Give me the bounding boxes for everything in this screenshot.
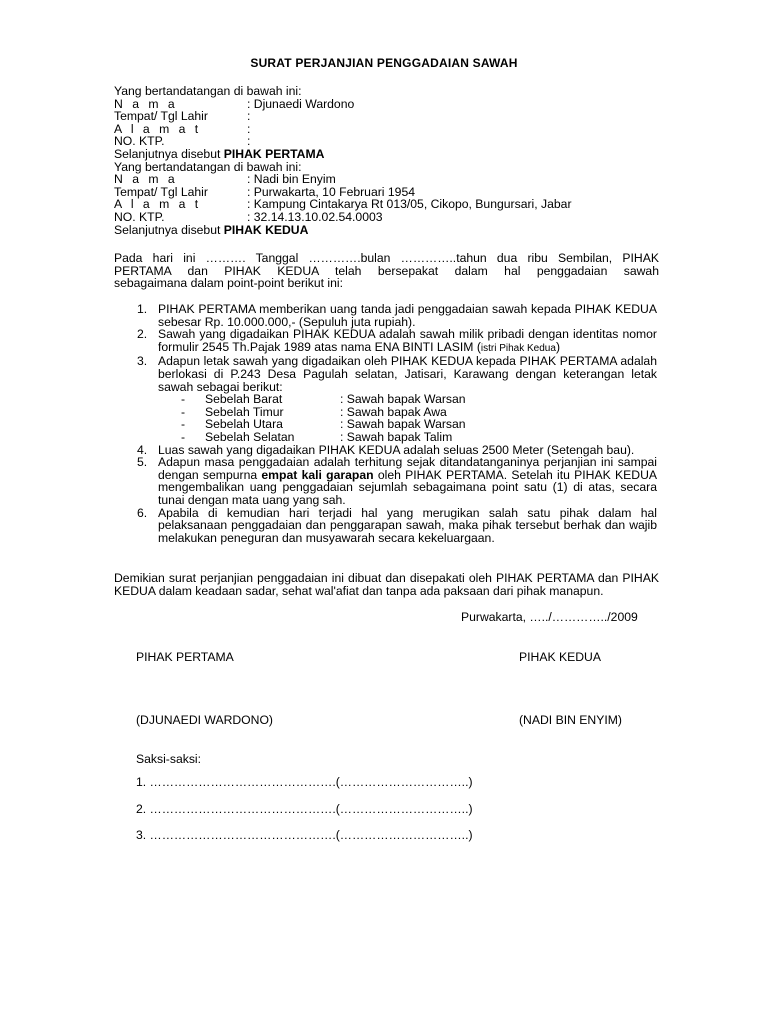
party1-designation [114, 148, 659, 161]
party1-address-row [114, 123, 659, 136]
party2-address-row [114, 198, 659, 211]
witnesses-heading: Saksi-saksi: [136, 752, 202, 766]
item-number: 3. [137, 354, 148, 369]
party2-intro: Yang bertandatangan di bawah ini: [114, 159, 302, 174]
list-item [137, 303, 657, 328]
party1-intro: Yang bertandatangan di bawah ini: [114, 84, 302, 98]
opening-paragraph [114, 252, 659, 290]
border-value: : Sawah bapak Talim [340, 429, 453, 444]
field-value: : Purwakarta, 10 Februari 1954 [247, 184, 416, 199]
item-text: PIHAK PERTAMA memberikan uang tanda jadi penggadaian sawah kepada PIHAK KEDUA sebesar Rp. 10.000.000,- (Sepuluh juta rupiah). [158, 302, 657, 329]
item-note: istri Pihak Kedua [480, 342, 556, 354]
field-value: : [247, 134, 251, 149]
field-label: NO. KTP. [114, 209, 165, 224]
field-value: : Kampung Cintakarya Rt 013/05, Cikopo, Bungursari, Jabar [247, 197, 572, 212]
field-label: A l a m a t [114, 121, 202, 136]
list-item [137, 456, 657, 506]
item-text: Adapun letak sawah yang digadaikan oleh PIHAK KEDUA kepada PIHAK PERTAMA adalah berlokasi di P.243 Desa Pagulah selatan, Jatisari, Karawang dengan keterangan letak sawah sebagai berikut: [158, 354, 657, 394]
signature-right-title: PIHAK KEDUA [519, 650, 601, 664]
item-text: Luas sawah yang digadaikan PIHAK KEDUA adalah seluas 2500 Meter (Setengah bau). [158, 442, 635, 457]
item-bold-text: empat kali garapan [261, 467, 374, 482]
border-row [137, 393, 657, 406]
document-title: SURAT PERJANJIAN PENGGADAIAN SAWAH [250, 56, 518, 70]
party1-section [114, 85, 659, 236]
border-value: : Sawah bapak Warsan [340, 417, 466, 432]
item-number: 1. [137, 302, 148, 316]
designation-prefix: Selanjutnya disebut [114, 146, 224, 161]
dash: - [181, 404, 186, 419]
border-direction: Sebelah Utara [205, 417, 283, 432]
item-text: Adapun masa penggadaian adalah terhitung sejak ditandatanganinya perjanjian ini sampai dengan sempurna [158, 455, 657, 482]
field-label: Tempat/ Tgl Lahir [114, 184, 208, 199]
list-item [137, 328, 657, 355]
opening-line: PERTAMA dan PIHAK KEDUA telah bersepakat dalam hal penggadaian sawah [114, 263, 659, 278]
party2-designation [114, 224, 659, 237]
item-number: 2. [137, 327, 148, 342]
border-direction: Sebelah Barat [205, 392, 283, 407]
signature-right-name: (NADI BIN ENYIM) [519, 713, 622, 727]
border-value: : Sawah bapak Warsan [340, 392, 466, 407]
item-number: 6. [137, 505, 148, 520]
border-list [137, 393, 657, 443]
field-value: : [247, 109, 251, 124]
witness-line: 2. ……………………………………….(…………………………..) [136, 802, 473, 816]
party2-name-row [114, 173, 659, 186]
signature-left-title: PIHAK PERTAMA [136, 650, 234, 664]
dash: - [181, 392, 186, 407]
opening-line: Pada hari ini ………. Tanggal ………….bulan …………..tahun dua ribu Sembilan, PIHAK [114, 251, 659, 265]
designation-label: PIHAK PERTAMA [223, 146, 325, 161]
dash: - [181, 417, 186, 432]
witness-line: 3. ……………………………………….(…………………………..) [136, 828, 473, 842]
item-text: Apabila di kemudian hari terjadi hal yang merugikan salah satu pihak dalam hal pelaksanaan penggadaian dan penggarapan sawah, maka pihak tersebut berhak dan wajib melakukan peneguran dan musyawarah secara kekeluargaan. [158, 505, 657, 545]
designation-prefix: Selanjutnya disebut [114, 222, 224, 237]
witness-line: 1. ……………………………………….(…………………………..) [136, 775, 473, 789]
closing-paragraph: Demikian surat perjanjian penggadaian ini dibuat dan disepakati oleh PIHAK PERTAMA dan PIHAK KEDUA dalam keadaan sadar, sehat wal'afiat dan tanpa ada paksaan dari pihak manapun. [114, 571, 659, 598]
party1-birth-row [114, 110, 659, 123]
border-direction: Sebelah Selatan [205, 429, 295, 444]
agreement-points [137, 303, 657, 544]
opening-line: sebagaimana dalam point-point berikut ini: [114, 276, 343, 291]
item-number: 4. [137, 442, 148, 457]
field-value: : [247, 121, 251, 136]
border-value: : Sawah bapak Awa [340, 404, 447, 419]
field-value: : 32.14.13.10.02.54.0003 [247, 209, 383, 224]
field-value: : Djunaedi Wardono [247, 96, 355, 111]
dash: - [181, 429, 186, 444]
designation-label: PIHAK KEDUA [223, 222, 309, 237]
field-label: N a m a [114, 172, 178, 187]
field-label: NO. KTP. [114, 134, 165, 149]
field-value: : Nadi bin Enyim [247, 172, 336, 187]
item-close: ) [555, 339, 560, 354]
signature-left-name: (DJUNAEDI WARDONO) [136, 713, 273, 727]
field-label: A l a m a t [114, 197, 202, 212]
list-item [137, 355, 657, 393]
item-number: 5. [137, 455, 148, 470]
field-label: N a m a [114, 96, 178, 111]
field-label: Tempat/ Tgl Lahir [114, 109, 208, 124]
border-direction: Sebelah Timur [205, 404, 284, 419]
item-text: Sawah yang digadaikan PIHAK KEDUA adalah sawah milik pribadi dengan identitas nomor formulir 2545 Th.Pajak 1989 atas nama ENA BINTI LASIM ( [158, 327, 657, 354]
place-date: Purwakarta, …../…………../2009 [461, 610, 638, 624]
list-item [137, 507, 657, 545]
item-text: oleh PIHAK PERTAMA. Setelah itu PIHAK KEDUA mengembalikan uang penggadaian sejumlah sebagaimana point satu (1) di atas, secara tunai dengan mata uang yang sah. [158, 467, 657, 507]
